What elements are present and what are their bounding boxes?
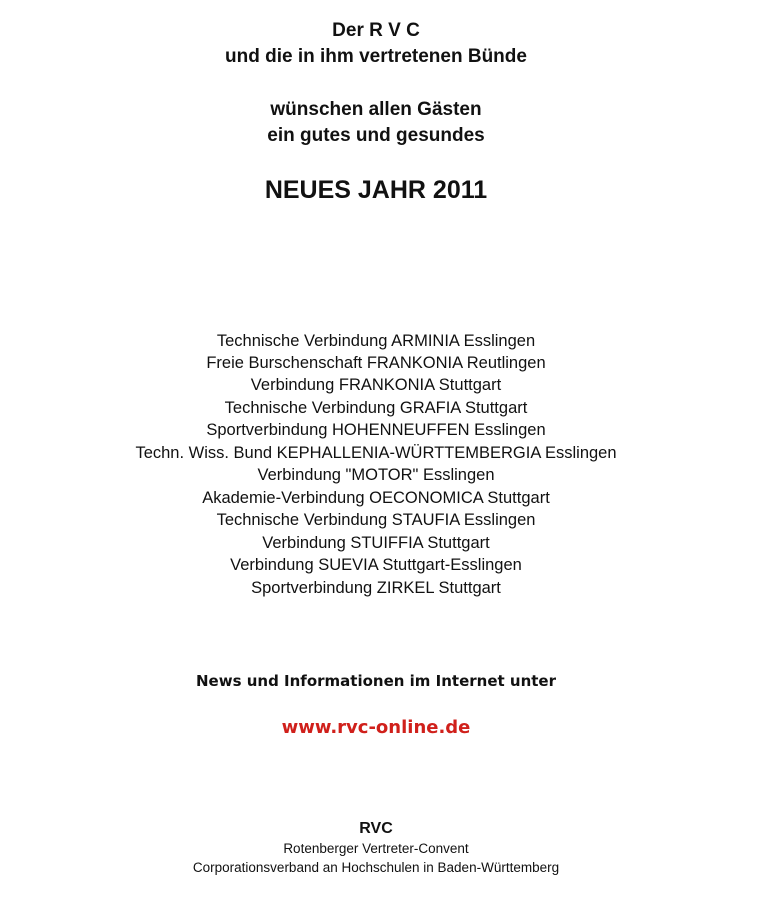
header-line-2: und die in ihm vertretenen Bünde <box>225 46 527 67</box>
header-line-1: Der R V C <box>332 20 420 41</box>
website-link[interactable]: www.rvc-online.de <box>281 717 471 738</box>
footer-title: RVC <box>359 820 393 837</box>
member-item: Akademie-Verbindung OECONOMICA Stuttgart <box>202 489 550 507</box>
member-item: Technische Verbindung STAUFIA Esslingen <box>216 511 536 529</box>
new-year-heading: NEUES JAHR 2011 <box>264 176 488 204</box>
header-line-3: wünschen allen Gästen <box>270 99 482 120</box>
member-item: Verbindung SUEVIA Stuttgart-Esslingen <box>230 556 522 574</box>
member-item: Verbindung FRANKONIA Stuttgart <box>250 376 502 394</box>
news-info-text: News und Informationen im Internet unter <box>196 672 556 690</box>
header-line-4: ein gutes und gesundes <box>267 125 485 146</box>
member-item: Freie Burschenschaft FRANKONIA Reutlingen <box>206 354 546 372</box>
member-item: Verbindung "MOTOR" Esslingen <box>257 466 495 484</box>
footer-line-2: Corporationsverband an Hochschulen in Baden-Württemberg <box>192 860 560 875</box>
member-item: Technische Verbindung ARMINIA Esslingen <box>216 332 536 350</box>
member-item: Sportverbindung ZIRKEL Stuttgart <box>251 579 501 597</box>
member-item: Verbindung STUIFFIA Stuttgart <box>262 534 490 552</box>
member-item: Sportverbindung HOHENNEUFFEN Esslingen <box>206 421 546 439</box>
footer-line-1: Rotenberger Vertreter-Convent <box>283 841 469 856</box>
member-item: Technische Verbindung GRAFIA Stuttgart <box>224 399 528 417</box>
member-item: Techn. Wiss. Bund KEPHALLENIA-WÜRTTEMBERGIA Esslingen <box>135 444 617 462</box>
